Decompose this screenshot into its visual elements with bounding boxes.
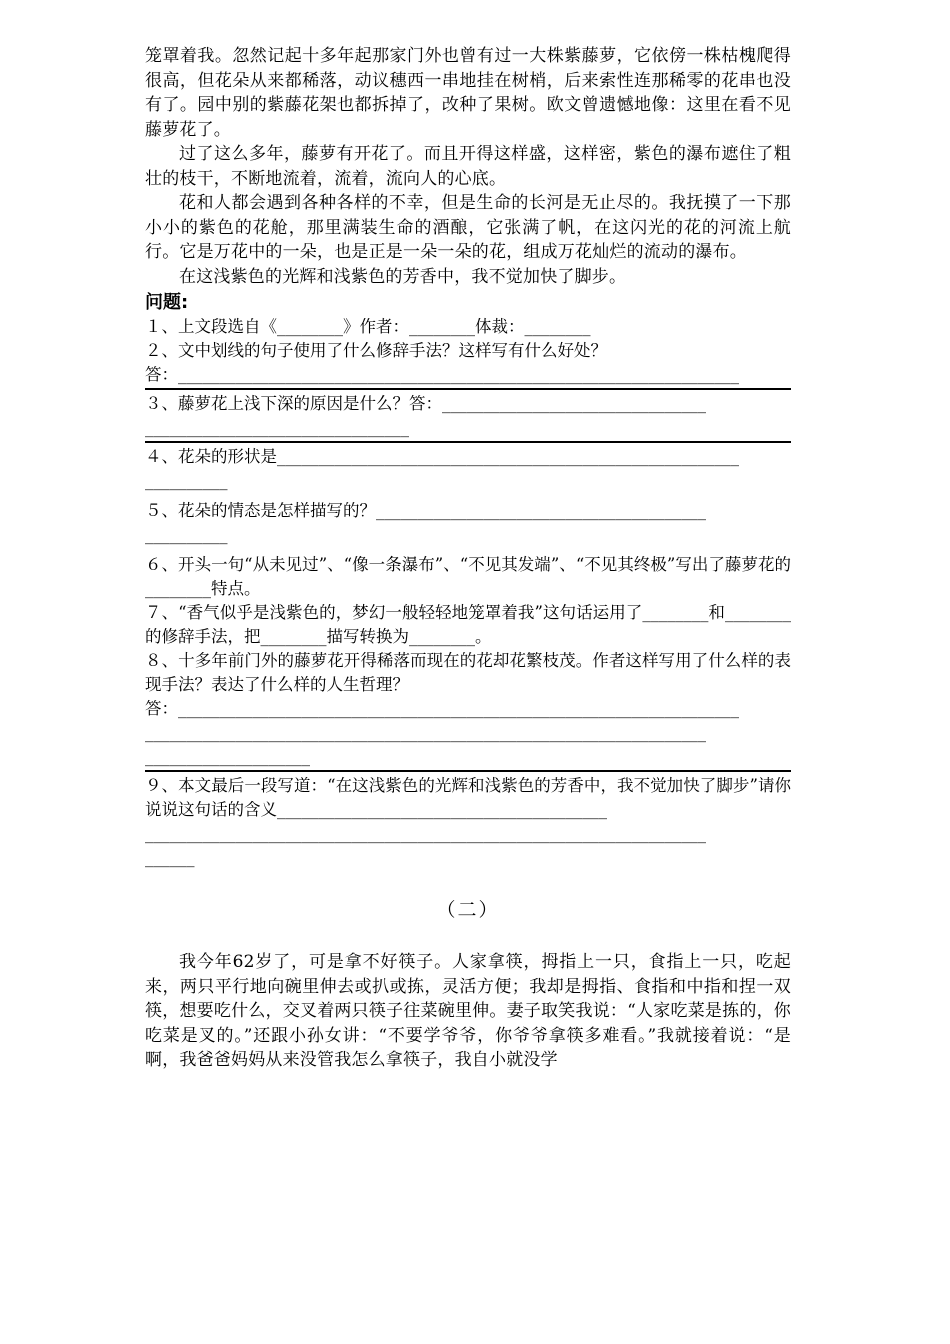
- divider-rule: [145, 770, 791, 772]
- question-5-answer-line: __________: [145, 525, 228, 544]
- question-7: ７、“香气似乎是浅紫色的，梦幻一般轻轻地笼罩着我”这句话运用了________和________的修辞手法，把________描写转换为________。: [145, 603, 791, 646]
- question-8-answer-line: ____________________: [145, 747, 310, 766]
- passage-paragraph-3: 花和人都会遇到各种各样的不幸，但是生命的长河是无止尽的。我抚摸了一下那小小的紫色的花舱，那里满装生命的酒酿，它张满了帆，在这闪光的花的河流上航行。它是万花中的一朵，也是正是一朵一朵的花，组成万花灿烂的流动的瀑布。: [145, 193, 791, 262]
- question-4-answer-line: __________: [145, 471, 228, 490]
- divider-rule: [145, 388, 791, 390]
- document-page: [145, 44, 791, 1073]
- question-9: ９、本文最后一段写道：“在这浅紫色的光辉和浅紫色的芳香中，我不觉加快了脚步”请你说说这句话的含义________________________________________: [145, 776, 791, 819]
- question-6: ６、开头一句“从未见过”、“像一条瀑布”、“不见其发端”、“不见其终极”写出了藤萝花的________特点。: [145, 555, 791, 598]
- passage-paragraph-4: 在这浅紫色的光辉和浅紫色的芳香中，我不觉加快了脚步。: [179, 266, 627, 287]
- question-3-answer-line: ________________________________: [145, 418, 409, 437]
- question-5: ５、花朵的情态是怎样描写的？________________________________________: [145, 501, 706, 520]
- question-9-answer-line: ____________________________________________________________________: [145, 824, 706, 843]
- question-3: ３、藤萝花上浅下深的原因是什么？答：________________________________: [145, 394, 706, 413]
- question-8-answer-line: ____________________________________________________________________: [145, 723, 706, 742]
- question-8: ８、十多年前门外的藤萝花开得稀落而现在的花却花繁枝茂。作者这样写用了什么样的表现手法？表达了什么样的人生哲理？: [145, 651, 791, 694]
- divider-rule: [145, 441, 791, 443]
- question-8-answer: 答：____________________________________________________________________: [145, 699, 739, 718]
- passage-paragraph-2: 过了这么多年，藤萝有开花了。而且开得这样盛，这样密，紫色的瀑布遮住了粗壮的枝干，不断地流着，流着，流向人的心底。: [145, 144, 791, 189]
- question-2: ２、文中划线的句子使用了什么修辞手法？这样写有什么好处？: [145, 341, 607, 360]
- questions-heading: 问题:: [145, 292, 189, 313]
- section-two-paragraph: 我今年62岁了，可是拿不好筷子。人家拿筷，拇指上一只，食指上一只，吃起来，两只平行地向碗里伸去或扒或拣，灵活方便；我却是拇指、食指和中指和捏一双筷，想要吃什么，交叉着两只筷子往菜碗里伸。妻子取笑我说：“人家吃菜是拣的，你吃菜是叉的。”还跟小孙女讲：“不要学爷爷，你爷爷拿筷多难看。”我就接着说：“是啊，我爸爸妈妈从来没管我怎么拿筷子，我自小就没学: [145, 952, 791, 1070]
- question-9-answer-line: ______: [145, 848, 195, 867]
- section-two-title: （二）: [436, 899, 500, 921]
- question-2-answer: 答：____________________________________________________________________: [145, 365, 739, 384]
- question-4: ４、花朵的形状是________________________________________________________: [145, 447, 739, 466]
- question-1: １、上文段选自《________》作者：________体裁：________: [145, 317, 591, 336]
- passage-paragraph-1: 笼罩着我。忽然记起十多年起那家门外也曾有过一大株紫藤萝，它依傍一株枯槐爬得很高，但花朵从来都稀落，动议穗西一串地挂在树梢，后来索性连那稀零的花串也没有了。园中别的紫藤花架也都拆掉了，改种了果树。欧文曾遗憾地像：这里在看不见藤萝花了。: [145, 46, 791, 140]
